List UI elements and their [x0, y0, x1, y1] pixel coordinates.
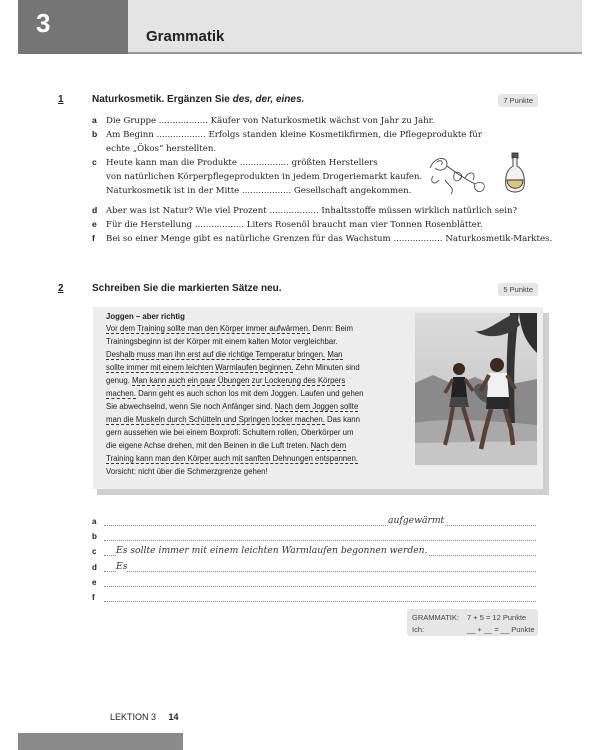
answer-label: c	[92, 547, 97, 557]
item-label: d	[92, 205, 98, 215]
reading-line	[106, 362, 360, 374]
item-label: c	[92, 157, 97, 167]
item-text: Bei so einer Menge gibt es natürliche Grenzen für das Wachstum .................. Naturkosmetik-Marktes.	[106, 234, 553, 244]
reading-line	[106, 401, 358, 413]
item-text: Die Gruppe .................. Käufer von Naturkosmetik wächst von Jahr zu Jahr.	[106, 116, 435, 126]
item-text: Am Beginn .................. Erfolgs standen kleine Kosmetikfirmen, die Pflegeprodukte für	[106, 130, 482, 140]
handwritten-answer: aufgewärmt	[388, 515, 445, 526]
reading-line	[106, 440, 346, 452]
score-box	[407, 609, 538, 636]
task-title-text: Naturkosmetik. Ergänzen Sie	[92, 94, 233, 105]
score-self-label: Ich:	[412, 625, 425, 634]
text-segment: Zehn Minuten sind	[293, 363, 360, 372]
answer-line[interactable]	[104, 525, 536, 526]
marked-sentence: Training kann man den Körper auch mit sanften Dehnungen entspannen.	[106, 454, 358, 463]
reading-line	[106, 414, 360, 426]
handwritten-answer: Es	[116, 560, 128, 572]
score-self-value: __ + __ = __ Punkte	[467, 625, 535, 634]
item-text: echte „Ökos“ herstellten.	[106, 144, 217, 154]
answer-line[interactable]	[104, 540, 536, 541]
answer-label: f	[92, 593, 95, 602]
oil-bottle-icon	[503, 152, 527, 198]
reading-line	[106, 466, 268, 478]
text-segment: Vorsicht: nicht über die Schmerzgrenze gehen!	[106, 467, 268, 476]
marked-sentence: man die Muskeln durch Schütteln und Springen locker machen.	[106, 415, 325, 424]
answer-label: b	[92, 532, 97, 542]
reading-line	[106, 453, 358, 465]
answer-label: e	[92, 577, 97, 587]
reading-line	[106, 323, 353, 335]
item-text: Für die Herstellung .................. Liters Rosenöl braucht man vier Tonnen Rosenblätter.	[106, 220, 483, 230]
answer-line[interactable]	[104, 571, 536, 572]
item-text: Heute kann man die Produkte .................. größten Herstellers	[106, 158, 378, 168]
task-number: 1	[58, 94, 64, 105]
lesson-label: LEKTION 3	[110, 712, 157, 722]
task-title-italic: des, der, eines.	[232, 94, 305, 105]
text-segment: Trainingsbeginn ist der Körper mit einem kalten Motor vergleichbar.	[106, 337, 338, 346]
text-segment: Das kann	[324, 415, 360, 424]
text-segment: Sie abwechselnd, wenn Sie noch Anfänger sind.	[106, 402, 275, 411]
header-divider	[128, 52, 582, 54]
answer-label: d	[92, 562, 97, 572]
text-segment: Denn: Beim	[310, 324, 354, 333]
marked-sentence: Man kann auch ein paar Übungen zur Lockerung des Körpers	[132, 376, 346, 385]
marked-sentence: Nach dem	[310, 441, 347, 450]
item-label: a	[92, 115, 97, 125]
task-title: Schreiben Sie die markierten Sätze neu.	[92, 283, 282, 294]
points-badge: 5 Punkte	[498, 283, 538, 296]
marked-sentence: Deshalb muss man ihn erst auf die richtige Temperatur bringen.	[106, 350, 326, 359]
page-number: 14	[168, 712, 179, 722]
reading-line	[106, 336, 338, 348]
answer-line[interactable]	[104, 601, 536, 602]
marked-sentence: Nach dem Joggen sollte	[274, 402, 359, 411]
item-text: von natürlichen Körperpflegeprodukten in jedem Drogeriemarkt kaufen.	[106, 172, 423, 182]
marked-sentence: machen.	[106, 389, 136, 398]
handwritten-answer: Es sollte immer mit einem leichten Warmlaufen begonnen werden.	[116, 545, 428, 557]
footer-bar	[18, 733, 183, 750]
marked-sentence: Vor dem Training sollte man den Körper immer aufwärmen.	[106, 324, 311, 333]
task-number: 2	[58, 283, 64, 294]
item-text: Aber was ist Natur? Wie viel Prozent .................. Inhaltsstoffe müssen wirklich natürlich sein?	[106, 206, 518, 216]
text-segment: die eigene Achse drehen, mit den Beinen in die Luft treten.	[106, 441, 311, 450]
score-label: GRAMMATIK:	[412, 613, 459, 622]
reading-line	[106, 388, 363, 400]
unit-number: 3	[18, 0, 128, 54]
answer-line[interactable]	[104, 586, 536, 587]
reading-line	[106, 349, 343, 361]
page-footer	[110, 712, 179, 722]
answer-label: a	[92, 517, 97, 526]
item-text: Naturkosmetik ist in der Mitte .................. Gesellschaft angekommen.	[106, 186, 412, 196]
marked-sentence: Man	[327, 350, 343, 359]
text-segment: gern aussehen wie bei einem Boxprofi: Schultern rollen, Oberkörper um	[106, 428, 354, 437]
joggers-photo	[415, 313, 537, 465]
reading-line	[106, 375, 345, 387]
marked-sentence: sollte immer mit einem leichten Warmlaufen beginnen.	[106, 363, 294, 372]
header-bar	[128, 0, 582, 54]
reading-title: Joggen – aber richtig	[106, 312, 185, 321]
score-total: 7 + 5 = 12 Punkte	[467, 613, 527, 622]
item-label: f	[92, 233, 95, 243]
item-label: e	[92, 219, 97, 229]
task-title	[92, 94, 304, 105]
item-label: b	[92, 129, 98, 139]
points-badge: 7 Punkte	[498, 94, 538, 107]
text-segment: Dann geht es auch schon los mit dem Joggen. Laufen und gehen	[135, 389, 364, 398]
reading-line	[106, 427, 353, 439]
text-segment: genug.	[106, 376, 133, 385]
page-title: Grammatik	[146, 28, 225, 45]
